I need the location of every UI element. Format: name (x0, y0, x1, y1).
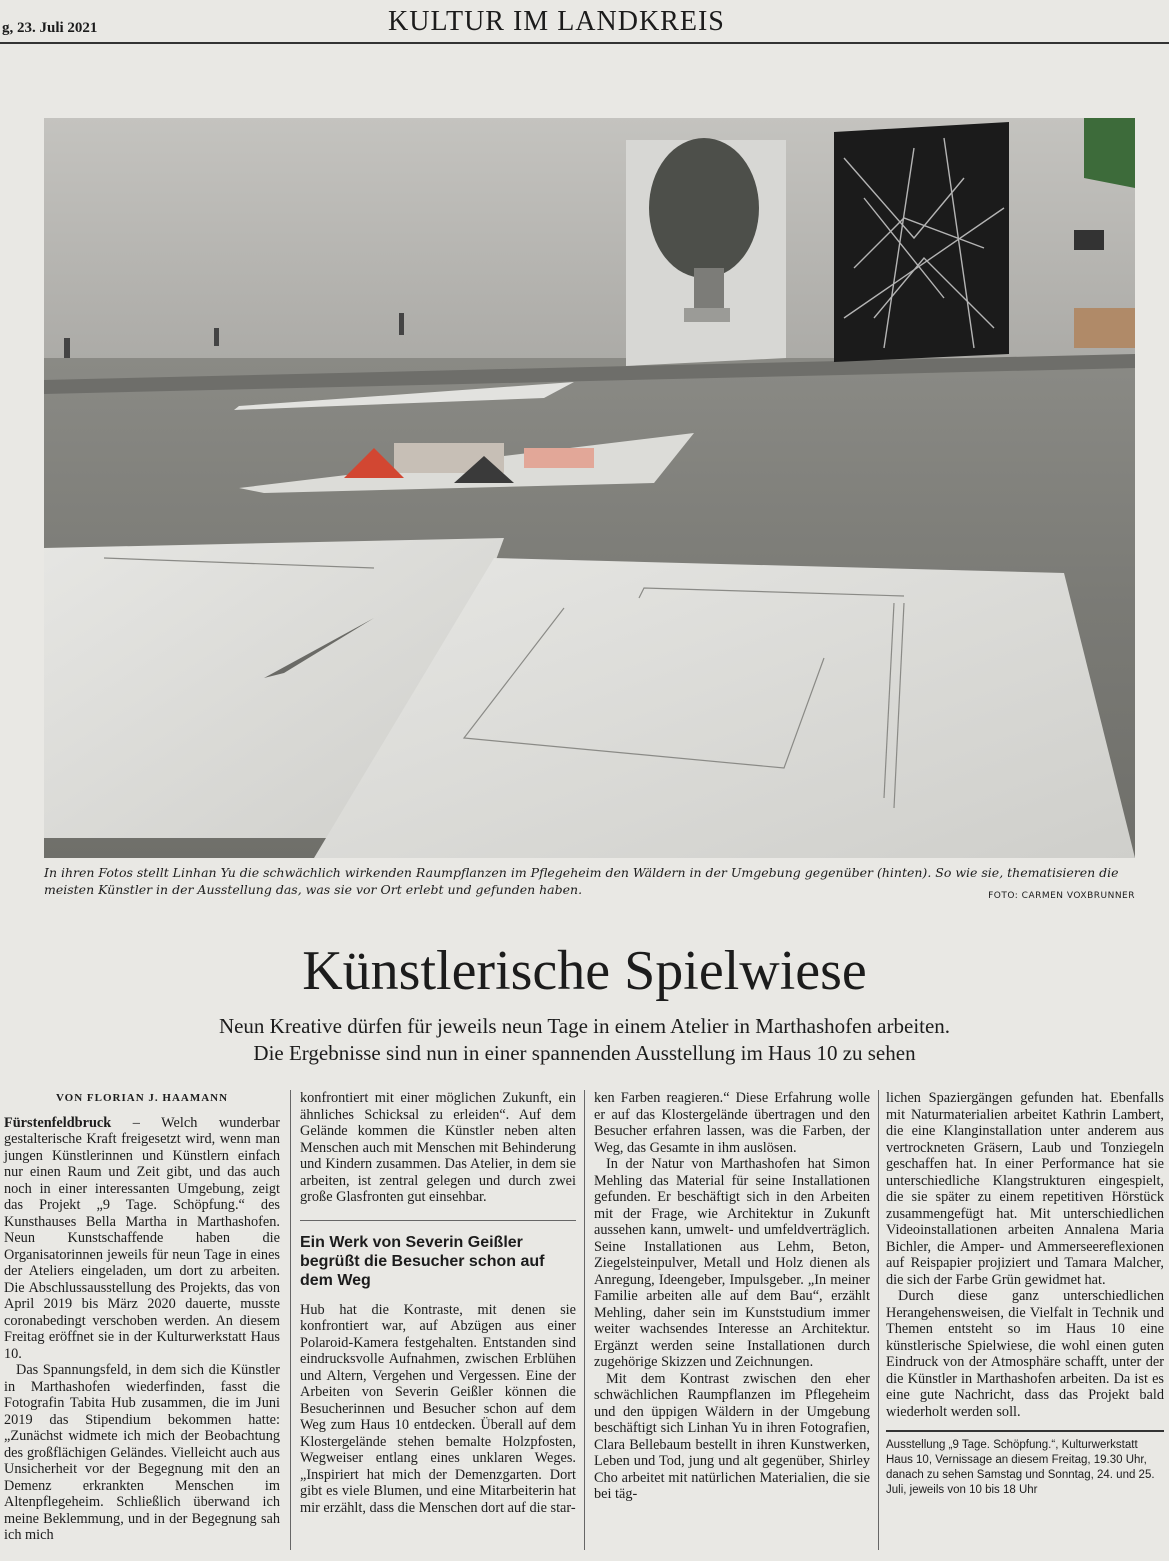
paragraph: Durch diese ganz unterschiedlichen Herangehensweisen, die Vielfalt in Technik und Themen entsteht so im Haus 10 eine künstlerische Spielwiese, die wohl einen guten Eindruck von der Atmosphäre schafft, unter der die Künstler in Marthashofen arbeiten. Da ist es eine gute Nachricht, dass das Projekt bald wiederholt werden soll. (886, 1288, 1164, 1420)
paragraph: lichen Spaziergängen gefunden hat. Ebenfalls mit Naturmaterialien arbeitet Kathrin Lambert, die eine Klanginstallation unter anderem aus vertrockneten Gräsern, Laub und Tonziegeln geschaffen hat. In einer Performance hat sie unterschiedliche Klangstrukturen eingespielt, die sie später zu einem repetitiven Hörstück zusammengefügt hat. Mit unterschiedlichen Videoinstallationen arbeiten Annalena Maria Bichler, die Amper- und Ammerseereflexionen auf Reispapier projiziert und Tamara Malcher, die sich der Farbe Grün gewidmet hat. (886, 1090, 1164, 1288)
exhibition-photo (44, 118, 1135, 858)
photo-caption: In ihren Fotos stellt Linhan Yu die schwächlich wirkenden Raumpflanzen im Pflegeheim den Wäldern in der Umgebung gegenüber (hinten). So wie sie, thematisieren die meisten Künstler in der Ausstellung das, was sie vor Ort erlebt und gefunden haben. (44, 865, 1119, 897)
section-title: KULTUR IM LANDKREIS (388, 6, 725, 37)
issue-date: g, 23. Juli 2021 (2, 20, 98, 36)
dateline: Fürstenfeldbruck (4, 1114, 112, 1131)
article-subhead: Ein Werk von Severin Geißler begrüßt die Besucher schon auf dem Weg (300, 1220, 576, 1290)
page-header (0, 0, 1169, 40)
event-info-box: Ausstellung „9 Tage. Schöpfung.“, Kulturwerkstatt Haus 10, Vernissage an diesem Freitag, 19.30 Uhr, danach zu sehen Samstag und Sonntag, 24. und 25. Juli, jeweils von 10 bis 18 Uhr (886, 1430, 1164, 1498)
article-subheadline (0, 1013, 1169, 1067)
column-divider (290, 1090, 291, 1550)
article-column-4 (886, 1090, 1164, 1498)
paragraph: ken Farben reagieren.“ Diese Erfahrung wolle er auf das Klostergelände übertragen und den Besucher erfahren lassen, was die Farben, der Weg, das Gesamte in ihm auslösen. (594, 1090, 870, 1156)
paragraph: Hub hat die Kontraste, mit denen sie konfrontiert war, auf Abzügen aus einer Polaroid-Kamera festgehalten. Entstanden sind eindrucksvolle Aufnahmen, zwischen Erblühen und Altern, Vergehen und Vergessen. Eine der Arbeiten von Severin Geißler können die Besucherinnen und Besucher schon auf dem Weg zum Haus 10 entdecken. Überall auf dem Klostergelände stehen bemalte Holzpfosten, Wegweiser entlang eines unklaren Weges. „Inspiriert hat mich der Demenzgarten. Dort gibt es viele Blumen, und eine Mitarbeiterin hat mir erzählt, dass die Menschen dort auf die star- (300, 1301, 576, 1516)
column-divider (584, 1090, 585, 1550)
paragraph (4, 1115, 280, 1363)
article-headline: Künstlerische Spielwiese (302, 940, 867, 1002)
article-column-2 (300, 1090, 576, 1516)
column-divider (878, 1090, 879, 1550)
paragraph: Mit dem Kontrast zwischen den eher schwächlichen Raumpflanzen im Pflegeheim und den üppigen Wäldern in der Umgebung beschäftigt sich Linhan Yu in ihren Fotografien, Clara Bellebaum bestellt in ihren Kunstwerken, Leben und Tod, jung und alt gegenüber, Shirley Cho arbeitet mit natürlichen Materialien, die sie bei täg- (594, 1370, 870, 1502)
paragraph: konfrontiert mit einer möglichen Zukunft, ein ähnliches Schicksal zu erleiden“. Auf dem Gelände kommen die Künstler neben alten Menschen auch mit Menschen mit Behinderung und Kindern zusammen. Das Atelier, in dem sie arbeiten, ist zentral gelegen und durch zwei große Glasfronten gut einsehbar. (300, 1090, 576, 1205)
byline: VON FLORIAN J. HAAMANN (55, 1092, 229, 1104)
paragraph: Das Spannungsfeld, in dem sich die Künstler in Marthashofen wiederfinden, fasst die Fotografin Tabita Hub zusammen, die im Juni 2019 das Stipendium bekommen hatte: „Zunächst widmete ich mich der Beobachtung des großflächigen Geländes. Vielleicht auch aus Unsicherheit vor der Begegnung mit den an Demenz erkrankten Menschen im Altenpflegeheim. Schließlich überwand ich meine Beklemmung, und in der Begegnung sah ich mich (4, 1362, 280, 1543)
subheadline-line-1: Neun Kreative dürfen für jeweils neun Tage in einem Atelier in Marthashofen arbeiten. (218, 1014, 951, 1038)
article-column-1 (4, 1090, 280, 1544)
article-column-3 (594, 1090, 870, 1503)
photo-credit: FOTO: CARMEN VOXBRUNNER (988, 891, 1135, 901)
paragraph: In der Natur von Marthashofen hat Simon Mehling das Material für seine Installationen gefunden. Er beschäftigt sich in den Arbeiten mit der Frage, wie Architektur in Zukunft aussehen kann, umwelt- und umfeldverträglich. Seine Installationen aus Lehm, Beton, Ziegelsteinpulver, Metall und Holz dienen als Anregung, Ideengeber, Impulsgeber. „In meiner Familie arbeiten alle auf dem Bau“, erzählt Mehling, daher sein im Kunststudium immer weiter wachsendes Interesse an Architektur. Ergänzt werden seine Installationen durch zugehörige Skizzen und Zeichnungen. (594, 1156, 870, 1370)
header-divider (0, 42, 1169, 44)
exhibition-photo-illustration (44, 118, 1135, 858)
paragraph-text: – Welch wunderbar gestalterische Kraft freigesetzt wird, wenn man jungen Künstlerinnen und Künstlern einfach nur einen Raum und Zeit gibt, und das auch noch in einer interessanten Umgebung, zeigt das Projekt „9 Tage. Schöpfung.“ des Kunsthauses Bella Martha in Marthashofen. Neun Kunstschaffende haben die Organisatorinnen jeweils für neun Tage in eines der Ateliers eingeladen, um dort zu arbeiten. Die Abschlussausstellung des Projekts, das von April 2019 bis März 2020 dauerte, musste coronabedingt verschoben werden. An diesem Freitag eröffnet sie in der Kulturwerkstatt Haus 10. (4, 1114, 280, 1362)
subheadline-line-2: Die Ergebnisse sind nun in einer spannenden Ausstellung im Haus 10 zu sehen (253, 1041, 916, 1065)
